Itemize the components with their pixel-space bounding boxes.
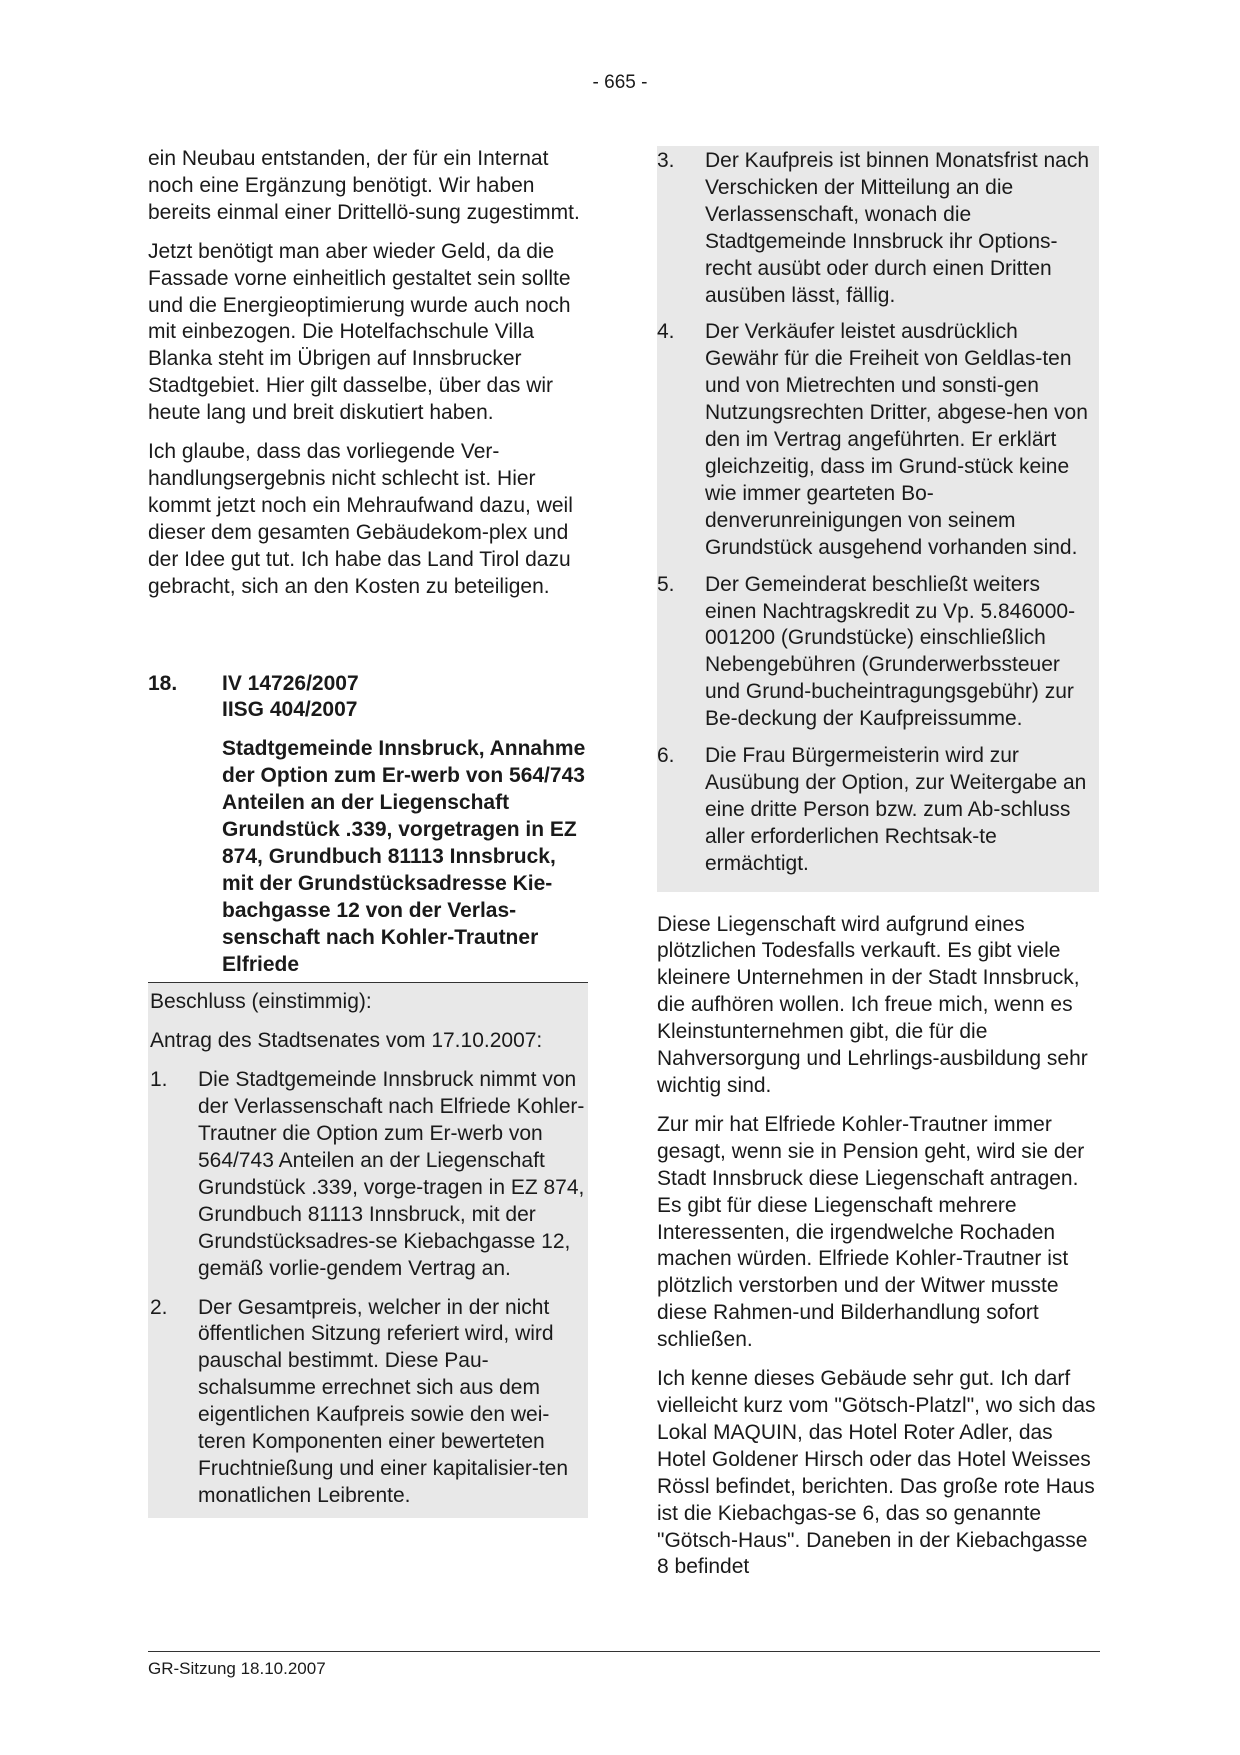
agenda-item-code: IV 14726/2007 [222,671,359,695]
footer-divider [148,1651,1100,1652]
resolution-list-continued [657,146,1099,892]
resolution-label: Beschluss (einstimmig): [150,990,372,1014]
list-item-number: 1. [150,1068,168,1092]
list-item-number: 6. [657,744,675,768]
agenda-item-header [148,671,588,725]
page-number: - 665 - [592,72,648,93]
left-column [148,146,588,1518]
list-item-text: Die Frau Bürgermeisterin wird zur Ausübung der Option, zur Weitergabe an eine dritte Person bzw. zum Ab-schluss aller erforderlichen Rechtsak-te ermächtigt. [705,744,1087,875]
agenda-item-title: Stadtgemeinde Innsbruck, Annahme der Option zum Er-werb von 564/743 Anteilen an der Liegenschaft Grundstück .339, vorgetragen in EZ 874, Grundbuch 81113 Innsbruck, mit der Grundstücksadresse Kie-bachgasse 12 von der Verlas-senschaft nach Kohler-Trautner Elfriede [222,737,586,976]
paragraph: Jetzt benötigt man aber wieder Geld, da die Fassade vorne einheitlich gestaltet sein sollte und die Energieoptimierung wurde auch noch mit einbezogen. Die Hotelfachschule Villa Blanka steht im Übrigen auf Innsbrucker Stadtgebiet. Hier gilt dasselbe, über das wir heute lang und breit diskutiert haben. [148,239,571,425]
paragraph: Ich kenne dieses Gebäude sehr gut. Ich darf vielleicht kurz vom "Götsch-Platzl", wo sich das Lokal MAQUIN, das Hotel Roter Adler, das Hotel Goldener Hirsch oder das Hotel Weisses Rössl befindet, berichten. Das große rote Haus ist die Kiebachgas-se 6, das so genannte "Götsch-Haus". Daneben in der Kiebachgasse 8 befindet [657,1367,1096,1579]
list-item [150,1295,588,1510]
list-item-number: 4. [657,320,675,344]
paragraph: Zur mir hat Elfriede Kohler-Trautner immer gesagt, wenn sie in Pension geht, wird sie der Stadt Innsbruck diese Liegenschaft antragen. Es gibt für diese Liegenschaft mehrere Interessenten, die irgendwelche Rochaden machen würden. Elfriede Kohler-Trautner ist plötzlich verstorben und der Witwer musste diese Rahmen-und Bilderhandlung sofort schließen. [657,1112,1085,1352]
list-item [657,319,1095,561]
list-item-text: Die Stadtgemeinde Innsbruck nimmt von der Verlassenschaft nach Elfriede Kohler-Trautner die Option zum Er-werb von 564/743 Anteilen an der Liegenschaft Grundstück .339, vorge-tragen in EZ 874, Grundbuch 81113 Innsbruck, mit der Grundstücksadres-se Kiebachgasse 12, gemäß vorlie-gendem Vertrag an. [198,1068,585,1280]
list-item-text: Der Gemeinderat beschließt weiters einen Nachtragskredit zu Vp. 5.846000-001200 (Grundstücke) einschließlich Nebengebühren (Grunderwerbssteuer und Grund-bucheintragungsgebühr) zur Be-deckung der Kaufpreissumme. [705,572,1076,731]
list-item-text: Der Gesamtpreis, welcher in der nicht öffentlichen Sitzung referiert wird, wird pauschal bestimmt. Diese Pau-schalsumme errechnet sich aus dem eigentlichen Kaufpreis sowie den wei-teren Komponenten einer bewerteten Fruchtnießung und einer kapitalisier-ten monatlichen Leibrente. [198,1295,569,1507]
list-item [657,148,1095,309]
list-item [657,572,1095,733]
list-item [150,1067,588,1282]
list-item-number: 5. [657,572,675,596]
paragraph: Ich glaube, dass das vorliegende Ver-handlungsergebnis nicht schlecht ist. Hier kommt jetzt noch ein Mehraufwand dazu, weil dieser dem gesamten Gebäudekom-plex und der Idee gut tut. Ich habe das Land Tirol dazu gebracht, sich an den Kosten zu beteiligen. [148,440,573,598]
list-item-number: 3. [657,149,675,172]
agenda-item-codes [222,671,359,725]
paragraph: ein Neubau entstanden, der für ein Internat noch eine Ergänzung benötigt. Wir haben bereits einmal einer Drittellö-sung zugestimmt. [148,147,580,224]
resolution-block [148,983,588,1517]
motion-label: Antrag des Stadtsenates vom 17.10.2007: [150,1029,543,1053]
list-item [657,743,1095,878]
list-item-text: Der Verkäufer leistet ausdrücklich Gewähr für die Freiheit von Geldlas-ten und von Mietrechten und sonsti-gen Nutzungsrechten Dritter, abgese-hen von den im Vertrag angeführten. Er erklärt gleichzeitig, dass im Grund-stück keine wie immer gearteten Bo-denverunreinigungen von seinem Grundstück ausgehend vorhanden sind. [705,320,1088,559]
paragraph: Diese Liegenschaft wird aufgrund eines plötzlichen Todesfalls verkauft. Es gibt viele kleinere Unternehmen in der Stadt Innsbruck, die aufhören wollen. Ich freue mich, wenn es Kleinstunternehmen gibt, die für die Nahversorgung und Lehrlings-ausbildung sehr wichtig sind. [657,912,1088,1097]
right-column [657,146,1099,1593]
list-item-text: Der Kaufpreis ist binnen Monatsfrist nach Verschicken der Mitteilung an die Verlassenschaft, wonach die Stadtgemeinde Innsbruck ihr Options-recht ausübt oder durch einen Dritten ausüben lässt, fällig. [705,149,1090,307]
list-item-number: 2. [150,1295,168,1319]
agenda-item-code: IISG 404/2007 [222,698,358,722]
footer-text: GR-Sitzung 18.10.2007 [148,1659,326,1678]
agenda-item-number: 18. [148,671,178,695]
